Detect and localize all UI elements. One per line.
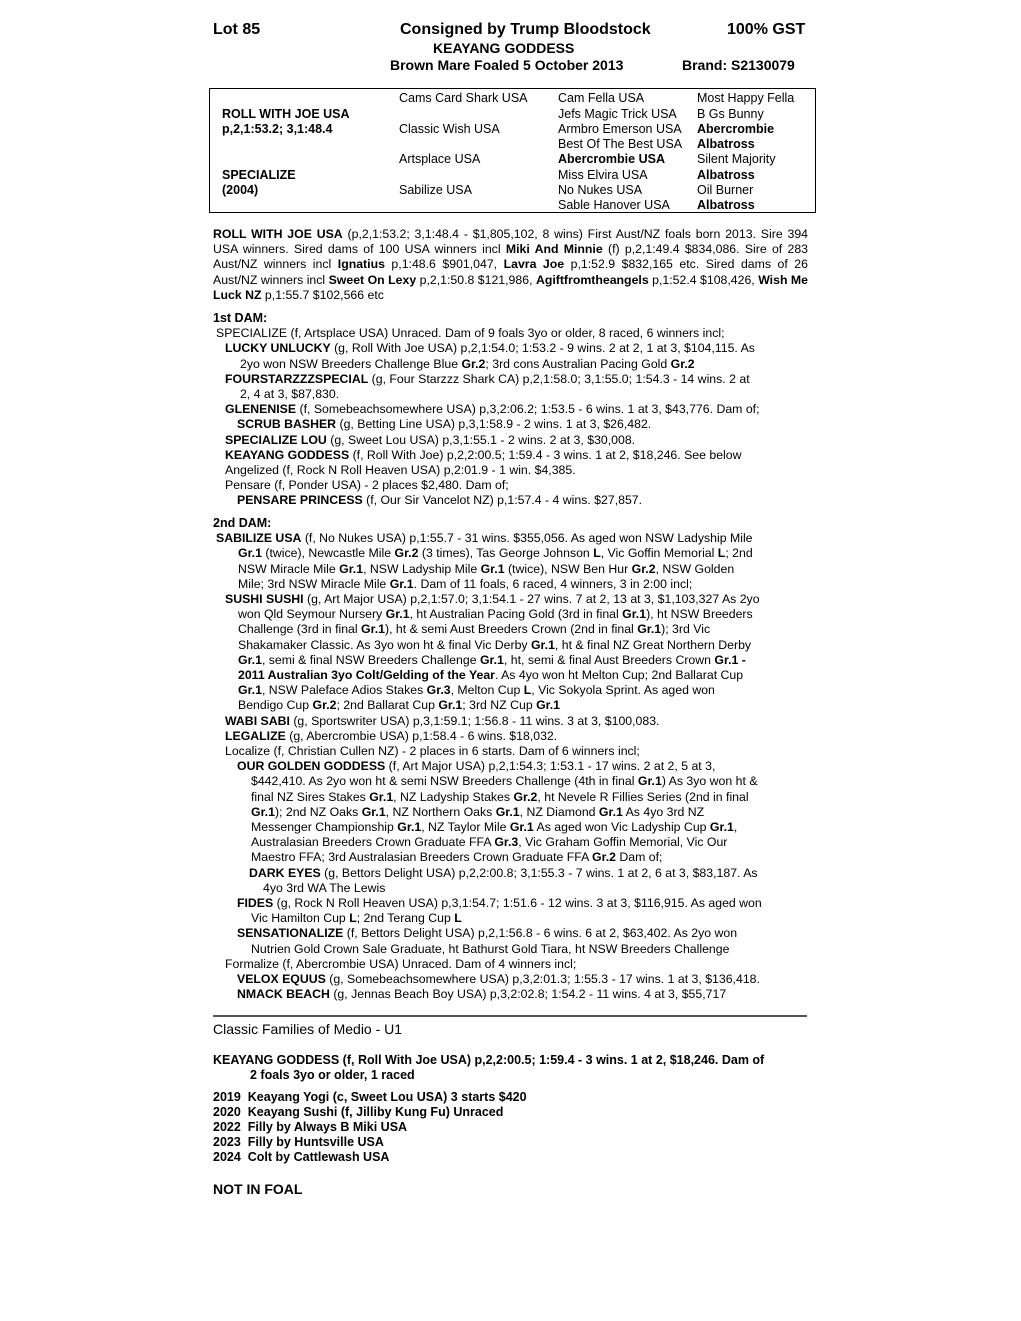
produce-entry: PENSARE PRINCESS (f, Our Sir Vancelot NZ) p,1:57.4 - 4 wins. $27,857. xyxy=(237,493,643,508)
produce-entry: LEGALIZE (g, Abercrombie USA) p,1:58.4 - 6 wins. $18,032. xyxy=(225,728,558,743)
produce-entry: LUCKY UNLUCKY (g, Roll With Joe USA) p,2,1:54.0; 1:53.2 - 9 wins. 2 at 2, 1 at 3, $104,115. As 2yo won NSW Breeders Challenge Blue Gr.2; 3rd cons Australian Pacing Gold Gr.2 xyxy=(225,341,755,371)
produce-entry: FOURSTARZZZSPECIAL (g, Four Starzzz Shark CA) p,2,1:58.0; 3,1:55.0; 1:54.3 - 14 wins. 2 at 2, 4 at 3, $87,830. xyxy=(225,371,750,402)
second-dam-entry: SABILIZE USA (f, No Nukes USA) p,1:55.7 - 31 wins. $355,056. As aged won NSW Ladyship Mile Gr.1 (twice), Newcastle Mile Gr.2 (3 times), Tas George Johnson L, Vic Goffin Memorial L; 2nd NSW Miracle Mile Gr.1, NSW Ladyship Mile Gr.1 (twice), NSW Ben Hur Gr.2, NSW Golden Mile; 3rd NSW Miracle Mile Gr.1. Dam of 11 foals, 6 raced, 4 winners, 3 in 2:00 incl; xyxy=(216,531,753,591)
second-dam-section xyxy=(213,516,808,1003)
sire-name-ref: ROLL WITH JOE USA xyxy=(213,227,343,241)
ped-g3: Most Happy Fella xyxy=(697,91,795,105)
first-dam-intro: SPECIALIZE (f, Artsplace USA) Unraced. Dam of 9 foals 3yo or older, 8 raced, 6 winners incl; xyxy=(216,326,725,341)
produce-entry: Pensare (f, Ponder USA) - 2 places $2,480. Dam of; xyxy=(225,478,509,493)
produce-line: 2 foals 3yo or older, 1 raced xyxy=(250,1068,415,1082)
lot-number: Lot 85 xyxy=(213,21,261,38)
list-item: 2024 Colt by Cattlewash USA xyxy=(213,1150,390,1164)
horse-name: KEAYANG GODDESS xyxy=(433,40,575,56)
list-item: 2022 Filly by Always B Miki USA xyxy=(213,1120,408,1134)
ped-g2: Jefs Magic Trick USA xyxy=(558,107,677,121)
sire-summary xyxy=(213,227,808,303)
consignor: Consigned by Trump Bloodstock xyxy=(400,21,651,38)
sire-summary-text: ROLL WITH JOE USA (p,2,1:53.2; 3,1:48.4 - $1,805,102, 8 wins) First Aust/NZ foals born 2013. Sire 394 USA winners. Sired dams of 100 USA winners incl Miki And Minnie (f) p,2,1:49.4 $834,086. Sire of 283 Aust/NZ winners incl Ignatius p,1:48.6 $901,047, Lavra Joe p,1:52.9 $832,165 etc. Sired dams of 26 Aust/NZ winners incl Sweet On Lexy p,2,1:50.8 $121,986, Agiftfromtheangels p,1:52.4 $108,426, Wish Me Luck NZ p,1:55.7 $102,566 etc xyxy=(213,227,809,302)
grand-produce-entry: DARK EYES (g, Bettors Delight USA) p,2,2:00.8; 3,1:55.3 - 7 wins. 1 at 2, 6 at 3, $83,187. As 4yo 3rd WA The Lewis xyxy=(249,865,758,895)
grand-produce-entry: FIDES (g, Rock N Roll Heaven USA) p,3,1:54.7; 1:51.6 - 12 wins. 3 at 3, $116,915. As aged won Vic Hamilton Cup L; 2nd Terang Cup L xyxy=(237,896,762,926)
sire-name: ROLL WITH JOE USA xyxy=(222,107,350,121)
ped-g3: B Gs Bunny xyxy=(697,107,764,121)
ped-g1: Cams Card Shark USA xyxy=(399,91,528,105)
list-item: 2020 Keayang Sushi (f, Jilliby Kung Fu) Unraced xyxy=(213,1105,504,1119)
produce-entry: SCRUB BASHER (g, Betting Line USA) p,3,1:58.9 - 2 wins. 1 at 3, $26,482. xyxy=(237,417,652,432)
first-dam-section xyxy=(213,311,808,509)
produce-entry: SPECIALIZE LOU (g, Sweet Lou USA) p,3,1:55.1 - 2 wins. 2 at 3, $30,008. xyxy=(225,432,636,447)
ped-g3: Silent Majority xyxy=(697,152,776,166)
ped-g2: Abercrombie USA xyxy=(558,152,665,166)
produce-entry: GLENENISE (f, Somebeachsomewhere USA) p,3,2:06.2; 1:53.5 - 6 wins. 1 at 3, $43,776. Dam of; xyxy=(225,402,760,417)
produce-entry: Localize (f, Christian Cullen NZ) - 2 places in 6 starts. Dam of 6 winners incl; xyxy=(225,744,640,759)
ped-g2: Best Of The Best USA xyxy=(558,137,683,151)
ped-g3: Oil Burner xyxy=(697,183,754,197)
ped-g2: Cam Fella USA xyxy=(558,91,645,105)
family-heading: Classic Families of Medio - U1 xyxy=(213,1021,403,1037)
ped-g3: Albatross xyxy=(697,198,755,212)
ped-g2: No Nukes USA xyxy=(558,183,643,197)
grand-produce-entry: OUR GOLDEN GODDESS (f, Art Major USA) p,2,1:54.3; 1:53.1 - 17 wins. 2 at 2, 5 at 3, $442,410. As 2yo won ht & semi NSW Breeders Challenge (4th in final Gr.1) As 3yo won ht & final NZ Sires Stakes Gr.1, NZ Ladyship Stakes Gr.2, ht Nevele R Fillies Series (2nd in final Gr.1); 2nd NZ Oaks Gr.1, NZ Northern Oaks Gr.1, NZ Diamond Gr.1 As 4yo 3rd NZ Messenger Championship Gr.1, NZ Taylor Mile Gr.1 As aged won Vic Ladyship Cup Gr.1, Australasian Breeders Crown Graduate FFA Gr.3, Vic Graham Goffin Memorial, Vic Our Maestro FFA; 3rd Australasian Breeders Crown Graduate FFA Gr.2 Dam of; xyxy=(237,759,758,865)
first-dam-title: 1st DAM: xyxy=(213,311,268,325)
produce-entry: Formalize (f, Abercrombie USA) Unraced. Dam of 4 winners incl; xyxy=(225,956,577,971)
grand-produce-entry: NMACK BEACH (g, Jennas Beach Boy USA) p,3,2:02.8; 1:54.2 - 11 wins. 4 at 3, $55,717 xyxy=(237,987,727,1002)
ped-g1: Classic Wish USA xyxy=(399,122,500,136)
ped-g1: Sabilize USA xyxy=(399,183,472,197)
produce-record xyxy=(213,1053,808,1083)
gst-note: 100% GST xyxy=(727,21,806,38)
sire-record: p,2,1:53.2; 3,1:48.4 xyxy=(222,122,333,136)
list-item: 2023 Filly by Huntsville USA xyxy=(213,1135,384,1149)
list-item: 2019 Keayang Yogi (c, Sweet Lou USA) 3 starts $420 xyxy=(213,1090,527,1104)
grand-produce-entry: VELOX EQUUS (g, Somebeachsomewhere USA) p,3,2:01.3; 1:55.3 - 17 wins. 1 at 3, $136,418. xyxy=(237,972,760,987)
ped-g3: Albatross xyxy=(697,137,755,151)
produce-entry: SUSHI SUSHI (g, Art Major USA) p,2,1:57.0; 3,1:54.1 - 27 wins. 7 at 2, 13 at 3, $1,103,327 As 2yo won Qld Seymour Nursery Gr.1, ht Australian Pacing Gold (3rd in final Gr.1), ht NSW Breeders Challenge (3rd in final Gr.1), ht & semi Aust Breeders Crown (2nd in final Gr.1); 3rd Vic Shakamaker Classic. As 3yo won ht & final Vic Derby Gr.1, ht & final NZ Great Northern Derby Gr.1, semi & final NSW Breeders Challenge Gr.1, ht, semi & final Aust Breeders Crown Gr.1 - 2011 Australian 3yo Colt/Gelding of the Year. As 4yo won ht Melton Cup; 2nd Ballarat Cup Gr.1, NSW Paleface Adios Stakes Gr.3, Melton Cup L, Vic Sokyola Sprint. As aged won Bendigo Cup Gr.2; 2nd Ballarat Cup Gr.1; 3rd NZ Cup Gr.1 xyxy=(225,592,760,713)
ped-g2: Sable Hanover USA xyxy=(558,198,670,212)
dam-name: SPECIALIZE xyxy=(222,168,296,182)
pedigree-table xyxy=(209,88,816,213)
produce-line: KEAYANG GODDESS (f, Roll With Joe USA) p,2,2:00.5; 1:59.4 - 3 wins. 1 at 2, $18,246. Dam of xyxy=(213,1053,765,1067)
brand: Brand: S2130079 xyxy=(682,57,795,73)
ped-g3: Abercrombie xyxy=(697,122,775,136)
foal-status: NOT IN FOAL xyxy=(213,1181,303,1197)
horse-description: Brown Mare Foaled 5 October 2013 xyxy=(390,57,624,73)
grand-produce-entry: SENSATIONALIZE (f, Bettors Delight USA) p,2,1:56.8 - 6 wins. 6 at 2, $63,402. As 2yo won Nutrien Gold Crown Sale Graduate, ht Bathurst Gold Tiara, ht NSW Breeders Challenge xyxy=(237,926,738,956)
produce-entry: Angelized (f, Rock N Roll Heaven USA) p,2:01.9 - 1 win. $4,385. xyxy=(225,463,576,478)
produce-entry: KEAYANG GODDESS (f, Roll With Joe) p,2,2:00.5; 1:59.4 - 3 wins. 1 at 2, $18,246. See below xyxy=(225,447,742,462)
section-divider xyxy=(213,1015,807,1017)
ped-g2: Miss Elvira USA xyxy=(558,168,648,182)
produce-entry: WABI SABI (g, Sportswriter USA) p,3,1:59.1; 1:56.8 - 11 wins. 3 at 3, $100,083. xyxy=(225,713,660,728)
ped-g2: Armbro Emerson USA xyxy=(558,122,682,136)
second-dam-title: 2nd DAM: xyxy=(213,516,272,530)
ped-g1: Artsplace USA xyxy=(399,152,481,166)
ped-g3: Albatross xyxy=(697,168,755,182)
foal-list xyxy=(213,1090,808,1165)
dam-year: (2004) xyxy=(222,183,259,197)
